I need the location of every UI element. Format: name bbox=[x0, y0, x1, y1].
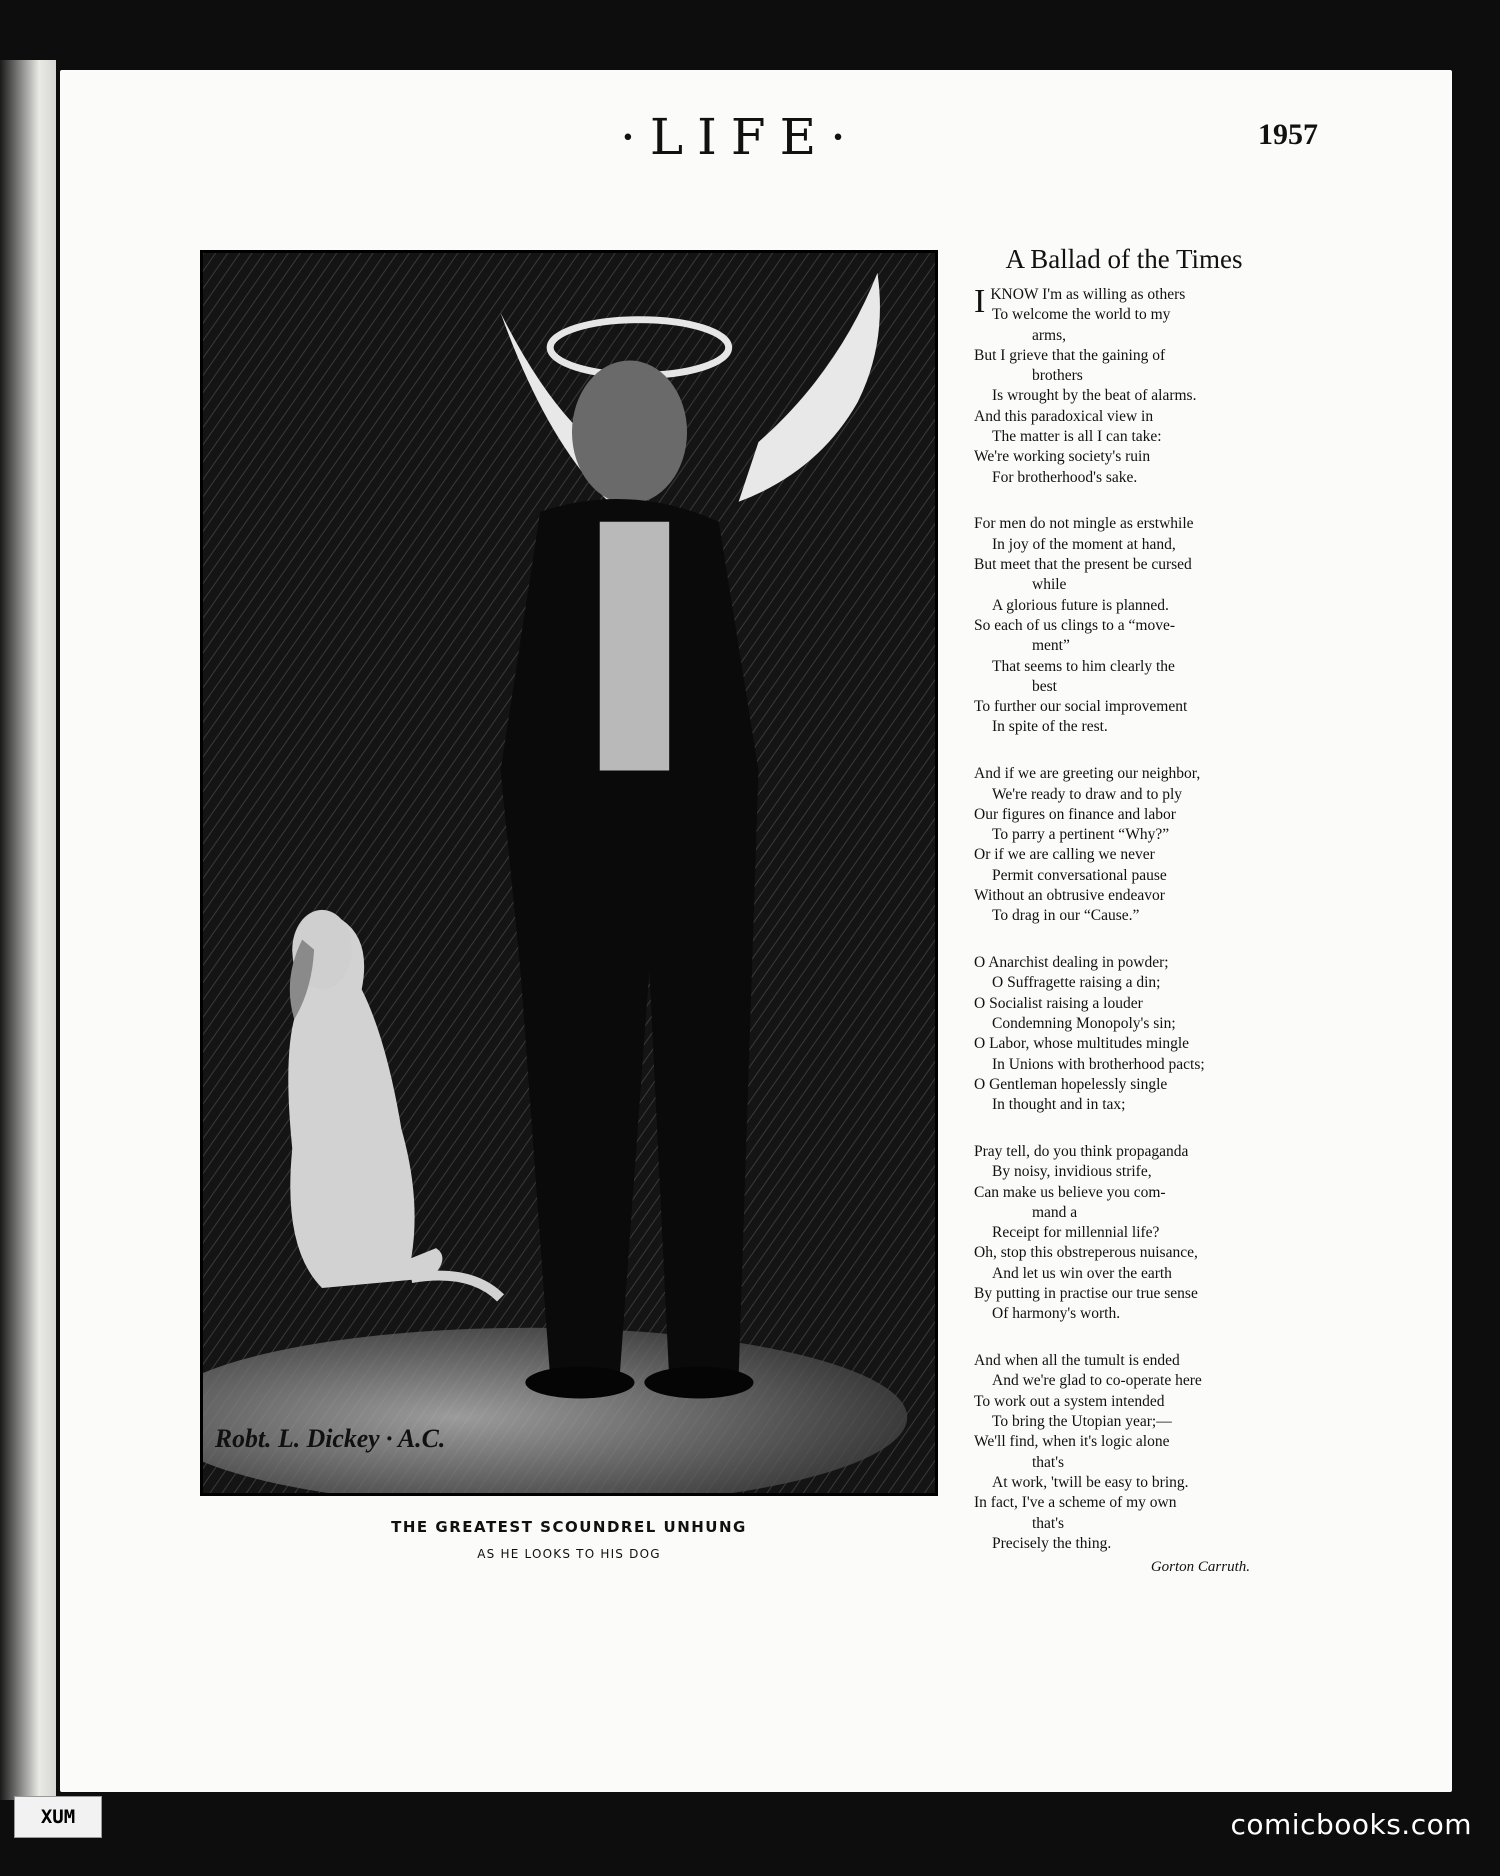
poem-line bbox=[974, 1412, 1274, 1432]
poem-line-text: To parry a pertinent “Why?” bbox=[992, 826, 1170, 844]
poem-line bbox=[974, 1371, 1274, 1391]
poem-line bbox=[974, 305, 1274, 325]
poem-stanza bbox=[974, 1142, 1274, 1325]
caption-subtitle: AS HE LOOKS TO HIS DOG bbox=[477, 1547, 661, 1561]
poem-line-text: Receipt for millennial life? bbox=[992, 1224, 1160, 1242]
poem-line-text: O Gentleman hopelessly single bbox=[974, 1075, 1168, 1093]
poem-line bbox=[974, 346, 1274, 366]
right-shoe bbox=[644, 1367, 753, 1399]
poem-line bbox=[974, 1534, 1274, 1554]
masthead: ·LIFE· bbox=[620, 108, 860, 166]
poem-line-text: Without an obtrusive endeavor bbox=[974, 887, 1165, 905]
man-head bbox=[572, 360, 687, 503]
poem-line-text: To drag in our “Cause.” bbox=[992, 907, 1140, 925]
poem-line bbox=[974, 1264, 1274, 1284]
poem-line-text: And let us win over the earth bbox=[992, 1264, 1172, 1282]
poem-stanza bbox=[974, 285, 1274, 488]
artist-signature: Robt. L. Dickey · A.C. bbox=[214, 1424, 446, 1454]
poem-line-text: To welcome the world to my bbox=[992, 306, 1171, 324]
poem-line bbox=[974, 906, 1274, 926]
poem-line-text: ment” bbox=[1032, 637, 1070, 655]
poem-line-text: In Unions with brotherhood pacts; bbox=[992, 1055, 1205, 1073]
poem-line bbox=[974, 514, 1274, 534]
poem-line-text: That seems to him clearly the bbox=[992, 657, 1175, 675]
poem-line bbox=[974, 386, 1274, 406]
poem-line-text: In spite of the rest. bbox=[992, 718, 1108, 736]
poem-line bbox=[974, 1493, 1274, 1513]
poem-line bbox=[974, 1075, 1274, 1095]
poem-line bbox=[974, 953, 1274, 973]
poem-line bbox=[974, 845, 1274, 865]
poem-line-text: In joy of the moment at hand, bbox=[992, 535, 1176, 553]
poem-line-text: Our figures on finance and labor bbox=[974, 805, 1176, 823]
poem-line-text: Permit conversational pause bbox=[992, 866, 1167, 884]
poem-line-text: O Labor, whose multitudes mingle bbox=[974, 1035, 1190, 1053]
poem-line bbox=[974, 697, 1274, 717]
poem-line-text: O Suffragette raising a din; bbox=[992, 974, 1161, 992]
poem-line-text: And if we are greeting our neighbor, bbox=[974, 765, 1201, 783]
site-watermark: comicbooks.com bbox=[1230, 1808, 1472, 1841]
poem-line bbox=[974, 973, 1274, 993]
poem-line bbox=[974, 1095, 1274, 1115]
poem-line-text: Is wrought by the beat of alarms. bbox=[992, 387, 1197, 405]
poem-line-text: To work out a system intended bbox=[974, 1392, 1165, 1410]
poem-line-text: We're working society's ruin bbox=[974, 448, 1151, 466]
man-shirt bbox=[600, 522, 669, 771]
poem-line-text: But meet that the present be cursed bbox=[974, 556, 1192, 574]
poem-line bbox=[974, 764, 1274, 784]
poem-line-text: Or if we are calling we never bbox=[974, 846, 1155, 864]
poem-line bbox=[974, 575, 1274, 595]
poem-line-text: And we're glad to co-operate here bbox=[992, 1372, 1202, 1390]
poem-line-text: KNOW I'm as willing as others bbox=[990, 286, 1186, 303]
poem-line-text: Pray tell, do you think propaganda bbox=[974, 1142, 1189, 1160]
poem-line bbox=[974, 555, 1274, 575]
poem-line-text: The matter is all I can take: bbox=[992, 428, 1162, 446]
poem-line bbox=[974, 407, 1274, 427]
poem-line bbox=[974, 717, 1274, 737]
poem-line bbox=[974, 1284, 1274, 1304]
poem-line bbox=[974, 994, 1274, 1014]
poem-line bbox=[974, 535, 1274, 555]
drop-cap: I bbox=[974, 283, 986, 320]
poem-line-text: To further our social improvement bbox=[974, 698, 1188, 716]
poem-line-text: And this paradoxical view in bbox=[974, 407, 1154, 425]
poem bbox=[974, 244, 1274, 1576]
poem-line-text: O Socialist raising a louder bbox=[974, 994, 1143, 1012]
poem-line-text: best bbox=[1032, 677, 1057, 695]
poem-line-text: Of harmony's worth. bbox=[992, 1305, 1121, 1323]
poem-line bbox=[974, 596, 1274, 616]
poem-line bbox=[974, 866, 1274, 886]
caption-title: THE GREATEST SCOUNDREL UNHUNG bbox=[391, 1518, 747, 1536]
poem-stanza bbox=[974, 764, 1274, 926]
poem-line bbox=[974, 1203, 1274, 1223]
poem-line bbox=[974, 1014, 1274, 1034]
poem-line-text: But I grieve that the gaining of bbox=[974, 346, 1166, 364]
poem-stanza bbox=[974, 514, 1274, 737]
poem-line bbox=[974, 785, 1274, 805]
page-number: 1957 bbox=[1258, 118, 1318, 151]
poem-line-text: mand a bbox=[1032, 1203, 1078, 1221]
left-shoe bbox=[525, 1367, 634, 1399]
poem-line bbox=[974, 677, 1274, 697]
poem-line-text: To bring the Utopian year;— bbox=[992, 1413, 1172, 1431]
poem-line bbox=[974, 886, 1274, 906]
poem-line bbox=[974, 1304, 1274, 1324]
poem-line-text: that's bbox=[1032, 1453, 1065, 1471]
poem-line-text: arms, bbox=[1032, 326, 1067, 344]
poem-line-text: In thought and in tax; bbox=[992, 1096, 1126, 1114]
scan-label: XUM bbox=[14, 1796, 102, 1838]
poem-line bbox=[974, 1392, 1274, 1412]
poem-stanzas bbox=[974, 285, 1274, 1554]
poem-line bbox=[974, 1142, 1274, 1162]
poem-line-text: By putting in practise our true sense bbox=[974, 1285, 1198, 1303]
poem-line-text: Oh, stop this obstreperous nuisance, bbox=[974, 1244, 1198, 1262]
poem-line-text: Precisely the thing. bbox=[992, 1534, 1112, 1552]
poem-line bbox=[974, 1034, 1274, 1054]
poem-line-text: In fact, I've a scheme of my own bbox=[974, 1494, 1177, 1512]
poem-line-text: that's bbox=[1032, 1514, 1065, 1532]
poem-line-text: We'll find, when it's logic alone bbox=[974, 1433, 1170, 1451]
poem-stanza bbox=[974, 953, 1274, 1115]
poem-line-text: Can make us believe you com- bbox=[974, 1183, 1166, 1201]
illustration-drawing bbox=[203, 253, 935, 1493]
poem-line bbox=[974, 616, 1274, 636]
poem-line-text: For men do not mingle as erstwhile bbox=[974, 515, 1194, 533]
poem-line bbox=[974, 1473, 1274, 1493]
poem-line bbox=[974, 825, 1274, 845]
poem-line bbox=[974, 657, 1274, 677]
illustration bbox=[200, 250, 938, 1496]
poem-line-text: A glorious future is planned. bbox=[992, 596, 1169, 614]
poem-line bbox=[974, 805, 1274, 825]
poem-line bbox=[974, 468, 1274, 488]
poem-line-text: So each of us clings to a “move- bbox=[974, 616, 1176, 634]
poem-line-text: We're ready to draw and to ply bbox=[992, 785, 1183, 803]
poem-line bbox=[974, 1453, 1274, 1473]
poem-line-text: while bbox=[1032, 576, 1067, 594]
poem-author: Gorton Carruth. bbox=[1150, 1558, 1250, 1575]
poem-line bbox=[974, 1055, 1274, 1075]
binding-edge bbox=[0, 60, 56, 1800]
poem-line bbox=[974, 1243, 1274, 1263]
poem-line bbox=[974, 427, 1274, 447]
poem-line-text: Condemning Monopoly's sin; bbox=[992, 1015, 1176, 1032]
poem-line bbox=[974, 1514, 1274, 1534]
poem-line bbox=[974, 1223, 1274, 1243]
poem-title: A Ballad of the Times bbox=[1005, 244, 1243, 274]
poem-line bbox=[974, 1351, 1274, 1371]
poem-line bbox=[974, 1432, 1274, 1452]
poem-line-text: O Anarchist dealing in powder; bbox=[974, 954, 1169, 972]
poem-line bbox=[974, 1183, 1274, 1203]
poem-line bbox=[974, 326, 1274, 346]
poem-line bbox=[974, 366, 1274, 386]
poem-line bbox=[974, 636, 1274, 656]
poem-line-text: For brotherhood's sake. bbox=[992, 468, 1138, 486]
poem-line-text: And when all the tumult is ended bbox=[974, 1352, 1180, 1370]
poem-line bbox=[974, 1162, 1274, 1182]
poem-line bbox=[974, 447, 1274, 467]
poem-stanza bbox=[974, 1351, 1274, 1554]
poem-line-text: At work, 'twill be easy to bring. bbox=[992, 1473, 1189, 1491]
poem-line-text: By noisy, invidious strife, bbox=[992, 1163, 1152, 1181]
poem-line-text: brothers bbox=[1032, 367, 1083, 385]
